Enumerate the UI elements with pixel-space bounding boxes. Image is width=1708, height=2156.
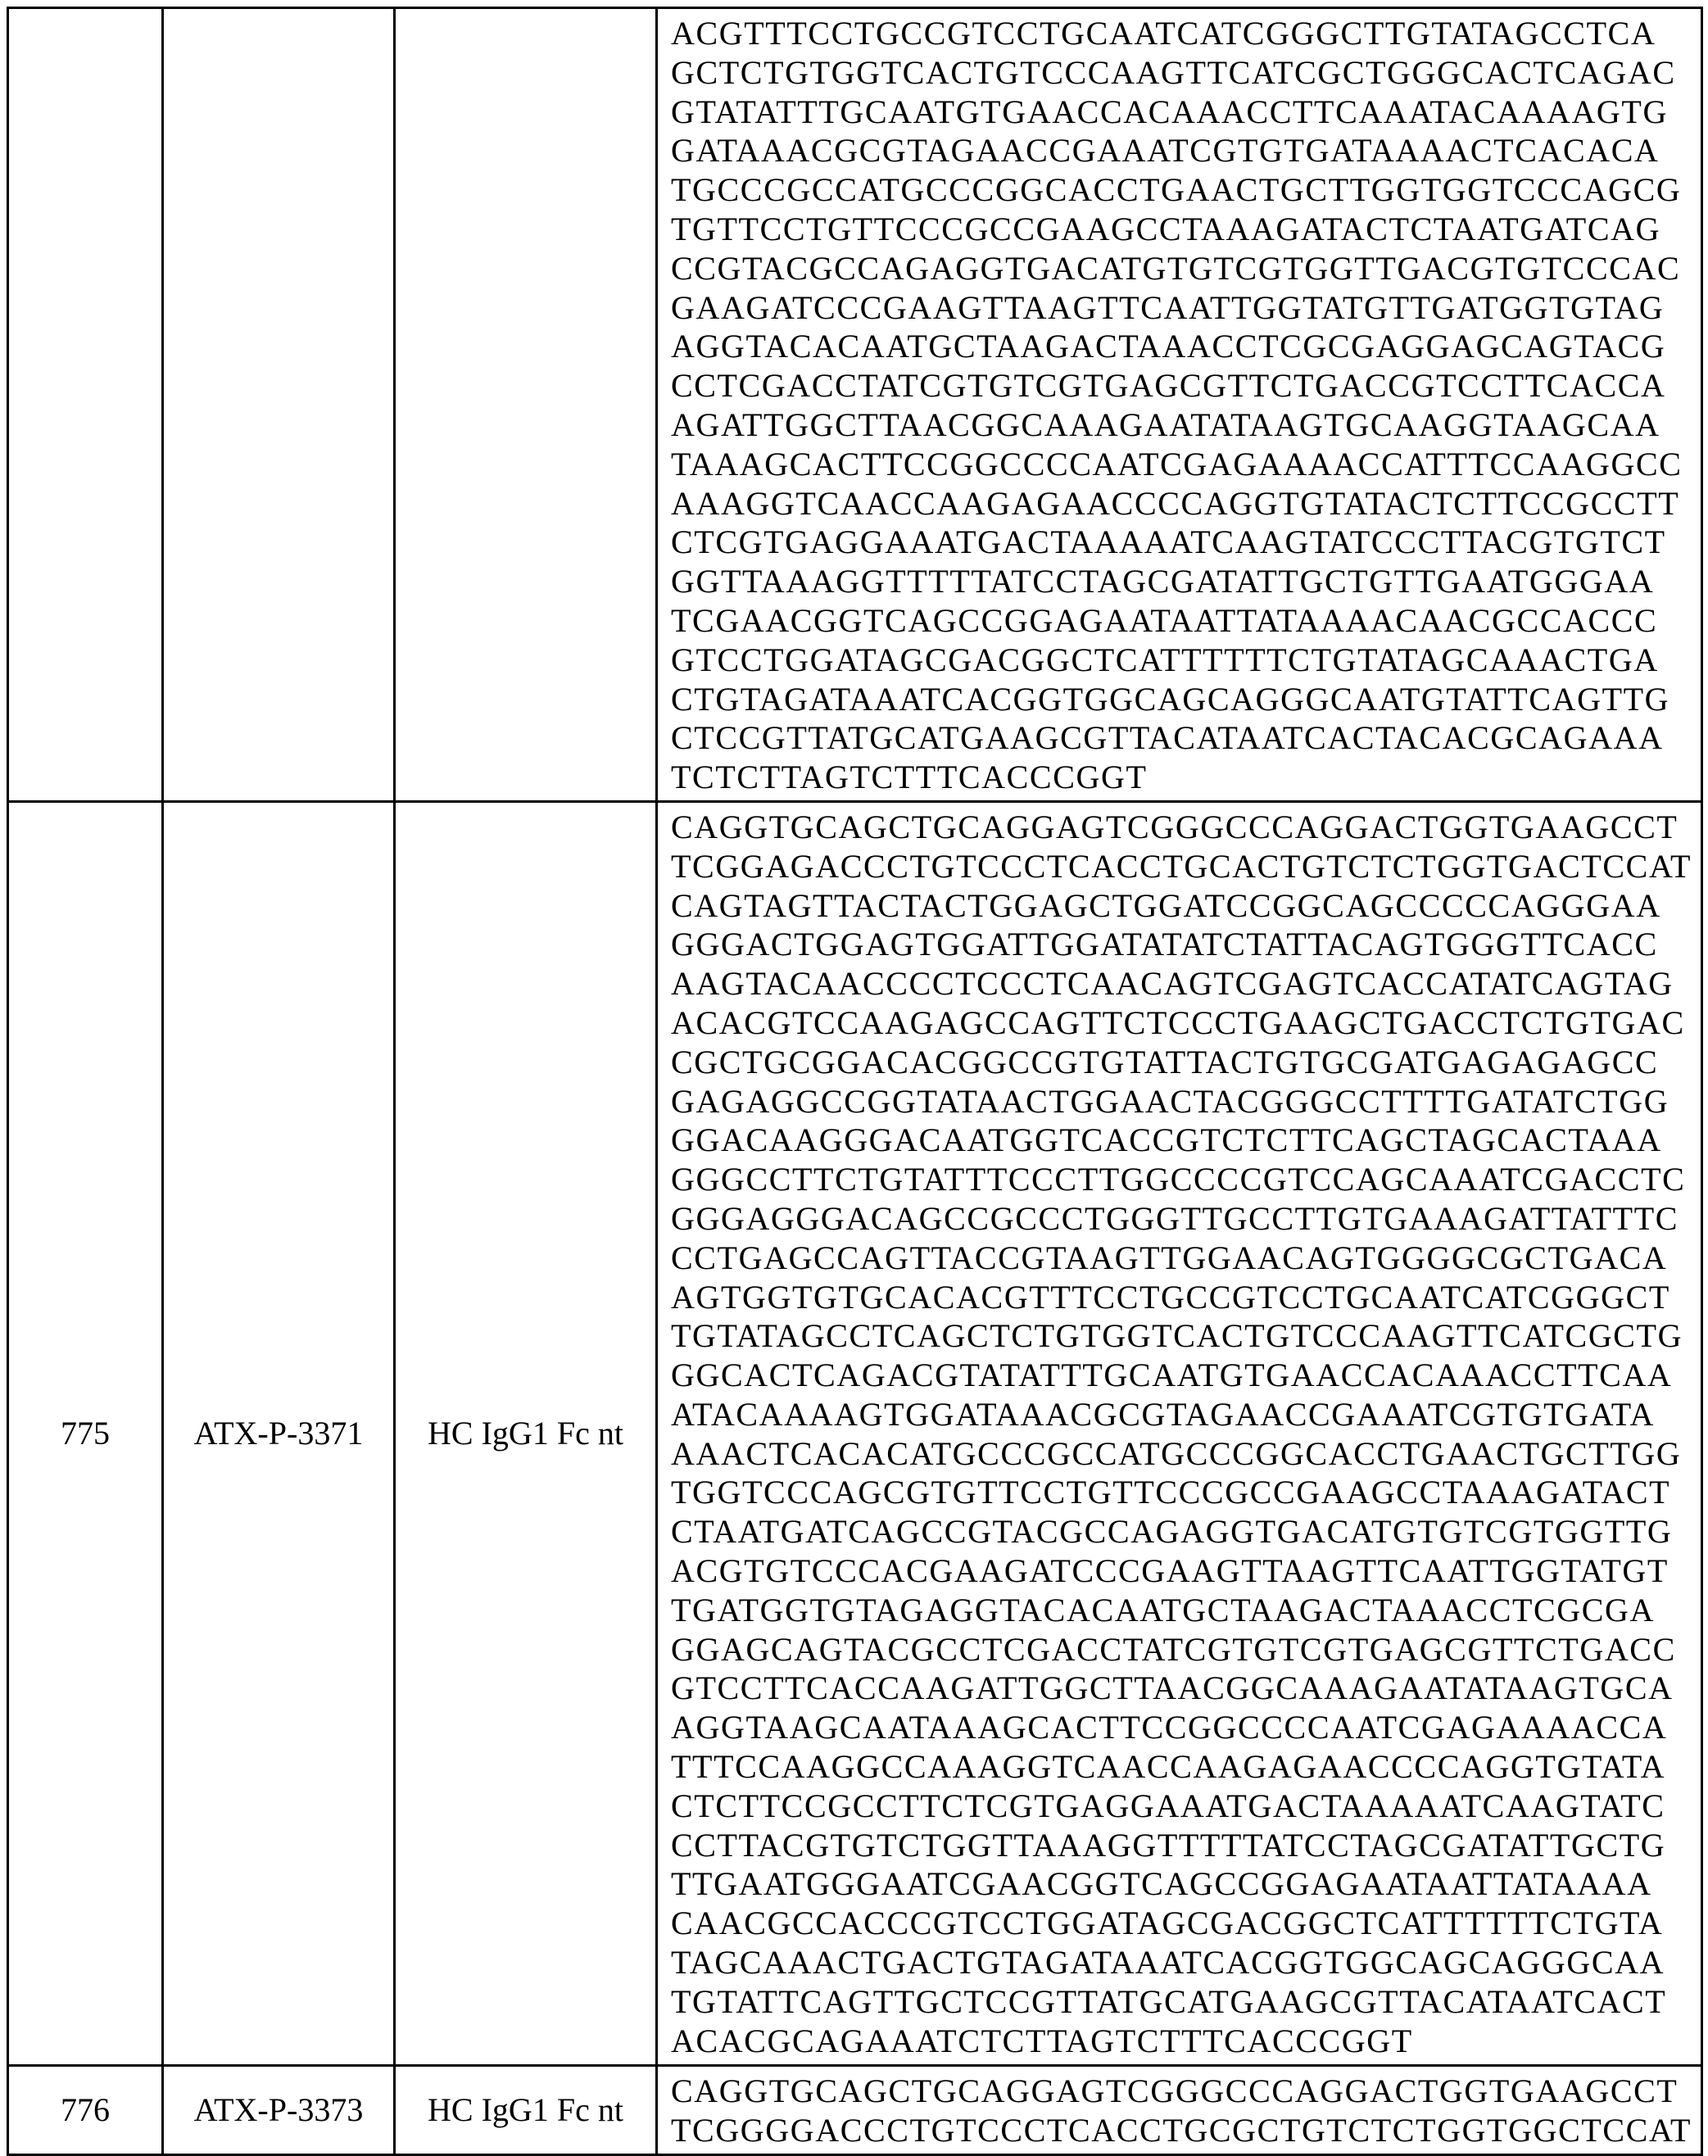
sequence-line: CAGGTGCAGCTGCAGGAGTCGGGCCCAGGACTGGTGAAGCCT: [671, 808, 1701, 847]
sequence-line: TGTATTCAGTTGCTCCGTTATGCATGAAGCGTTACATAATCACT: [671, 1982, 1701, 2022]
construct-name-cell: ATX-P-3371: [163, 801, 395, 2065]
sequence-line: CTCGTGAGGAAATGACTAAAAATCAAGTATCCCTTACGTGTCT: [671, 523, 1701, 562]
sequence-line: GGGAGGGACAGCCGCCCTGGGTTGCCTTGTGAAAGATTATTTC: [671, 1199, 1701, 1239]
sequence-line: TAAAGCACTTCCGGCCCCAATCGAGAAAACCATTTCCAAGGCC: [671, 445, 1701, 484]
sequence-line: GAAGATCCCGAAGTTAAGTTCAATTGGTATGTTGATGGTGTAG: [671, 288, 1701, 328]
description-cell: HC IgG1 Fc nt: [395, 2065, 657, 2154]
sequence-line: TGTTCCTGTTCCCGCCGAAGCCTAAAGATACTCTAATGATCAG: [671, 210, 1701, 249]
sequence-line: TCTCTTAGTCTTTCACCCGGT: [671, 758, 1701, 797]
construct-name-cell: [163, 8, 395, 802]
construct-name-cell: ATX-P-3373: [163, 2065, 395, 2154]
sequence-line: GGACAAGGGACAATGGTCACCGTCTCTTCAGCTAGCACTAAA: [671, 1121, 1701, 1160]
sequence-line: CCGTACGCCAGAGGTGACATGTGTCGTGGTTGACGTGTCCCAC: [671, 249, 1701, 288]
sequence-line: ACACGTCCAAGAGCCAGTTCTCCCTGAAGCTGACCTCTGTGAC: [671, 1003, 1701, 1043]
sequence-line: GATAAACGCGTAGAACCGAAATCGTGTGATAAAACTCACACA: [671, 131, 1701, 170]
sequence-line: CAACGCCACCCGTCCTGGATAGCGACGGCTCATTTTTTCTGTA: [671, 1904, 1701, 1943]
sequence-line: AGGTACACAATGCTAAGACTAAACCTCGCGAGGAGCAGTACG: [671, 327, 1701, 366]
sequence-line: CTCCGTTATGCATGAAGCGTTACATAATCACTACACGCAGAAA: [671, 718, 1701, 758]
sequence-line: GGAGCAGTACGCCTCGACCTATCGTGTCGTGAGCGTTCTGACC: [671, 1630, 1701, 1669]
seq-id-cell: [8, 8, 163, 802]
sequence-line: GGGCCTTCTGTATTTCCCTTGGCCCCGTCCAGCAAATCGACCTC: [671, 1160, 1701, 1199]
sequence-line: TGGTCCCAGCGTGTTCCTGTTCCCGCCGAAGCCTAAAGATACT: [671, 1473, 1701, 1512]
sequence-line: GGTTAAAGGTTTTTATCCTAGCGATATTGCTGTTGAATGGGAA: [671, 562, 1701, 601]
sequence-line: TTGAATGGGAATCGAACGGTCAGCCGGAGAATAATTATAAAA: [671, 1864, 1701, 1904]
sequence-line: GCTCTGTGGTCACTGTCCCAAGTTCATCGCTGGGCACTCAGAC: [671, 53, 1701, 93]
sequence-line: AAAGGTCAACCAAGAGAACCCCAGGTGTATACTCTTCCGCCTT: [671, 484, 1701, 523]
sequence-line: AAACTCACACATGCCCGCCATGCCCGGCACCTGAACTGCTTGG: [671, 1434, 1701, 1474]
sequence-line: ACACGCAGAAATCTCTTAGTCTTTCACCCGGT: [671, 2022, 1701, 2061]
sequence-cell: [657, 801, 1702, 2065]
sequence-line: ACGTTTCCTGCCGTCCTGCAATCATCGGGCTTGTATAGCCTCA: [671, 14, 1701, 53]
table-row: [8, 2065, 1702, 2154]
sequence-line: TCGAACGGTCAGCCGGAGAATAATTATAAAACAACGCCACCC: [671, 601, 1701, 641]
sequence-line: GAGAGGCCGGTATAACTGGAACTACGGGCCTTTTGATATCTGG: [671, 1082, 1701, 1121]
sequence-line: TTTCCAAGGCCAAAGGTCAACCAAGAGAACCCCAGGTGTATA: [671, 1747, 1701, 1787]
table-row: [8, 801, 1702, 2065]
sequence-line: AGTGGTGTGCACACGTTTCCTGCCGTCCTGCAATCATCGGGCT: [671, 1278, 1701, 1317]
sequence-line: ATACAAAAGTGGATAAACGCGTAGAACCGAAATCGTGTGATA: [671, 1395, 1701, 1434]
sequence-line: CCTCGACCTATCGTGTCGTGAGCGTTCTGACCGTCCTTCACCA: [671, 366, 1701, 405]
sequence-line: GGGACTGGAGTGGATTGGATATATCTATTACAGTGGGTTCACC: [671, 925, 1701, 964]
sequence-line: CAGGTGCAGCTGCAGGAGTCGGGCCCAGGACTGGTGAAGCCT: [671, 2072, 1701, 2111]
sequence-cell: [657, 8, 1702, 802]
sequence-line: TGTATAGCCTCAGCTCTGTGGTCACTGTCCCAAGTTCATCGCTG: [671, 1316, 1701, 1356]
sequence-line: GTATATTTGCAATGTGAACCACAAACCTTCAAATACAAAAGTG: [671, 93, 1701, 132]
sequence-table: [7, 7, 1703, 2156]
sequence-line: CTAATGATCAGCCGTACGCCAGAGGTGACATGTGTCGTGGTTG: [671, 1512, 1701, 1551]
sequence-line: AGGTAAGCAATAAAGCACTTCCGGCCCCAATCGAGAAAACCA: [671, 1708, 1701, 1747]
sequence-line: CTGTAGATAAATCACGGTGGCAGCAGGGCAATGTATTCAGTTG: [671, 680, 1701, 719]
sequence-line: CTCTTCCGCCTTCTCGTGAGGAAATGACTAAAAATCAAGTATC: [671, 1787, 1701, 1826]
seq-id-cell: 776: [8, 2065, 163, 2154]
description-cell: [395, 8, 657, 802]
sequence-line: AAGTACAACCCCTCCCTCAACAGTCGAGTCACCATATCAGTAG: [671, 964, 1701, 1003]
seq-id-cell: 775: [8, 801, 163, 2065]
description-cell: HC IgG1 Fc nt: [395, 801, 657, 2065]
table-row: [8, 8, 1702, 802]
sequence-line: CCTGAGCCAGTTACCGTAAGTTGGAACAGTGGGGCGCTGACA: [671, 1239, 1701, 1278]
sequence-line: TCGGAGACCCTGTCCCTCACCTGCACTGTCTCTGGTGACTCCAT: [671, 847, 1701, 886]
sequence-line: CCTTACGTGTCTGGTTAAAGGTTTTTATCCTAGCGATATTGCTG: [671, 1826, 1701, 1865]
sequence-line: TCGGGGACCCTGTCCCTCACCTGCGCTGTCTCTGGTGGCTCCAT: [671, 2111, 1701, 2150]
sequence-line: GTCCTTCACCAAGATTGGCTTAACGGCAAAGAATATAAGTGCA: [671, 1669, 1701, 1708]
sequence-line: CGCTGCGGACACGGCCGTGTATTACTGTGCGATGAGAGAGCC: [671, 1043, 1701, 1082]
sequence-cell: [657, 2065, 1702, 2154]
sequence-line: TGCCCGCCATGCCCGGCACCTGAACTGCTTGGTGGTCCCAGCG: [671, 170, 1701, 210]
sequence-line: GGCACTCAGACGTATATTTGCAATGTGAACCACAAACCTTCAA: [671, 1356, 1701, 1395]
sequence-line: GTCCTGGATAGCGACGGCTCATTTTTTCTGTATAGCAAACTGA: [671, 641, 1701, 680]
sequence-line: TAGCAAACTGACTGTAGATAAATCACGGTGGCAGCAGGGCAA: [671, 1943, 1701, 1982]
sequence-line: CAGTAGTTACTACTGGAGCTGGATCCGGCAGCCCCCAGGGAA: [671, 886, 1701, 926]
sequence-line: AGATTGGCTTAACGGCAAAGAATATAAGTGCAAGGTAAGCAA: [671, 405, 1701, 445]
sequence-line: TGATGGTGTAGAGGTACACAATGCTAAGACTAAACCTCGCGA: [671, 1591, 1701, 1630]
sequence-line: ACGTGTCCCACGAAGATCCCGAAGTTAAGTTCAATTGGTATGT: [671, 1551, 1701, 1591]
